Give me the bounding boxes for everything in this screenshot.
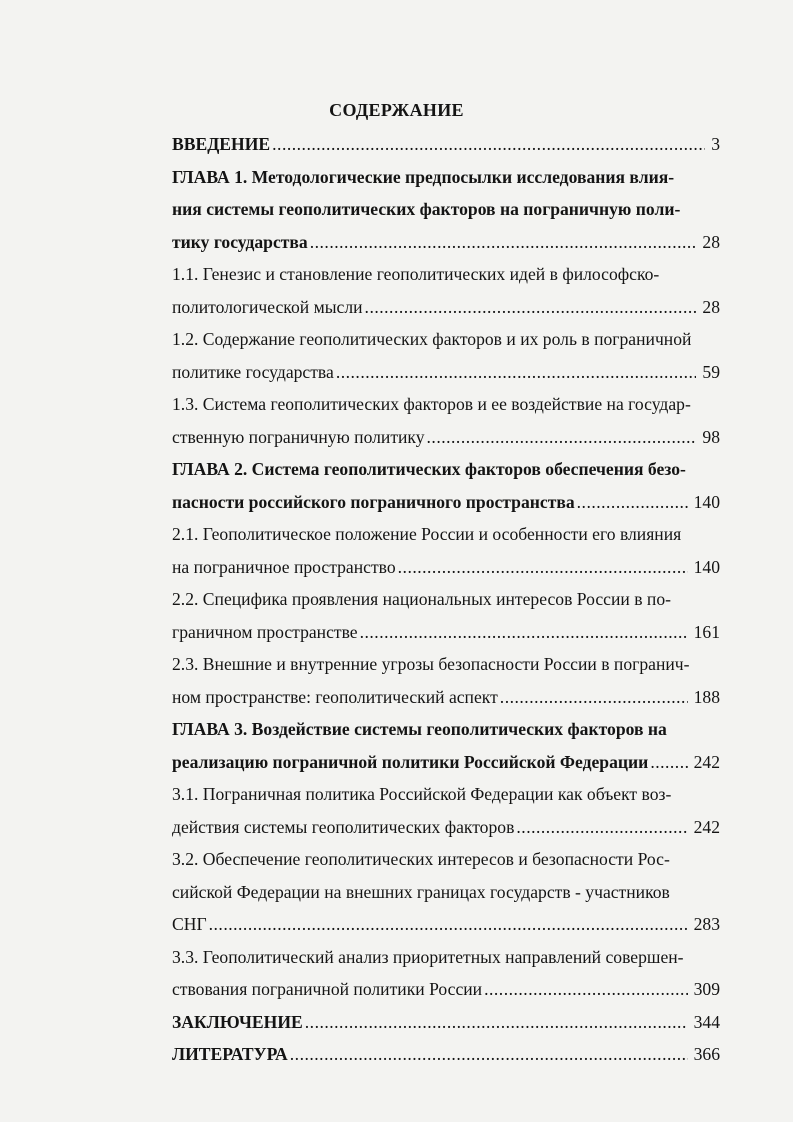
- toc-entry-text: действия системы геополитических факторов: [172, 816, 515, 837]
- toc-entry: [172, 518, 720, 583]
- page-number: 140: [693, 556, 720, 577]
- dot-leader: [360, 616, 688, 649]
- dot-leader: [650, 746, 687, 779]
- toc-entry-last-line: [172, 908, 720, 941]
- dot-leader: [272, 128, 705, 161]
- toc-entry-last-line: [172, 551, 720, 584]
- table-of-contents: [172, 128, 720, 1071]
- page-number: 283: [693, 914, 720, 934]
- page-number: 3: [711, 134, 720, 154]
- dot-leader: [290, 1038, 688, 1071]
- toc-entry-text: ствования пограничной политики России: [172, 979, 483, 999]
- toc-entry-text: на пограничное пространство: [172, 556, 396, 577]
- page-number: 98: [702, 426, 720, 447]
- toc-entry-text: тику государства: [172, 231, 308, 252]
- toc-entry-text: ЛИТЕРАТУРА: [172, 1044, 288, 1064]
- dot-leader: [398, 551, 688, 584]
- dot-leader: [336, 356, 697, 389]
- page-number: 309: [693, 979, 720, 999]
- toc-entry-text: 2.3. Внешние и внутренние угрозы безопасности России в погранич-: [172, 654, 690, 674]
- toc-entry-text: политике государства: [172, 361, 334, 382]
- toc-entry-text: ном пространстве: геополитический аспект: [172, 686, 498, 707]
- toc-entry-text: ВВЕДЕНИЕ: [172, 134, 271, 154]
- dot-leader: [305, 1006, 688, 1039]
- dot-leader: [209, 908, 688, 941]
- toc-entry-line: [172, 941, 720, 974]
- toc-entry-last-line: [172, 486, 720, 519]
- toc-entry-text: ГЛАВА 1. Методологические предпосылки исследования влия-: [172, 166, 675, 187]
- toc-entry: [172, 258, 720, 323]
- toc-entry-text: 3.1. Пограничная политика Российской Федерации как объект воз-: [172, 784, 672, 804]
- toc-entry-last-line: [172, 616, 720, 649]
- toc-entry-text: граничном пространстве: [172, 621, 358, 642]
- toc-entry-text: ГЛАВА 2. Система геополитических факторов обеспечения безо-: [172, 459, 686, 479]
- toc-entry-line: [172, 518, 720, 551]
- dot-leader: [500, 681, 688, 714]
- toc-entry: [172, 453, 720, 518]
- page-number: 28: [702, 296, 720, 317]
- toc-entry-last-line: [172, 128, 720, 161]
- toc-entry-text: 2.1. Геополитическое положение России и особенности его влияния: [172, 524, 682, 544]
- toc-entry-text: 1.3. Система геополитических факторов и ее воздействие на государ-: [172, 394, 691, 414]
- toc-entry: [172, 843, 720, 941]
- toc-entry: [172, 941, 720, 1006]
- toc-entry-text: 1.1. Генезис и становление геополитических идей в философско-: [172, 264, 660, 284]
- toc-entry-line: [172, 876, 720, 909]
- toc-entry-line: [172, 258, 720, 291]
- page-number: 28: [702, 231, 720, 252]
- toc-entry-last-line: [172, 973, 720, 1006]
- page-number: 344: [693, 1011, 720, 1032]
- toc-entry: [172, 1038, 720, 1071]
- toc-entry-text: политологической мысли: [172, 296, 363, 317]
- toc-entry-last-line: [172, 811, 720, 844]
- toc-entry-line: [172, 323, 720, 356]
- page-number: 140: [693, 491, 720, 512]
- toc-entry-text: 2.2. Специфика проявления национальных интересов России в по-: [172, 589, 671, 609]
- toc-entry-text: 3.2. Обеспечение геополитических интересов и безопасности Рос-: [172, 849, 670, 869]
- dot-leader: [310, 226, 697, 259]
- toc-entry: [172, 323, 720, 388]
- toc-entry-text: ЗАКЛЮЧЕНИЕ: [172, 1011, 303, 1032]
- dot-leader: [484, 973, 688, 1006]
- toc-entry: [172, 713, 720, 778]
- toc-entry-last-line: [172, 226, 720, 259]
- toc-entry-line: [172, 583, 720, 616]
- toc-entry-text: реализацию пограничной политики Российской Федерации: [172, 751, 649, 772]
- page-number: 242: [693, 751, 720, 772]
- dot-leader: [516, 811, 687, 844]
- dot-leader: [365, 291, 697, 324]
- toc-entry-last-line: [172, 1038, 720, 1071]
- toc-entry-text: сийской Федерации на внешних границах государств - участников: [172, 881, 670, 902]
- toc-entry: [172, 161, 720, 259]
- toc-entry: [172, 778, 720, 843]
- toc-entry-last-line: [172, 746, 720, 779]
- toc-entry-line: [172, 713, 720, 746]
- toc-entry-line: [172, 161, 720, 194]
- page-title: СОДЕРЖАНИЕ: [329, 100, 464, 120]
- toc-entry-line: [172, 453, 720, 486]
- dot-leader: [427, 421, 697, 454]
- toc-entry: [172, 648, 720, 713]
- toc-entry: [172, 1006, 720, 1039]
- toc-entry-line: [172, 843, 720, 876]
- toc-entry-text: ния системы геополитических факторов на пограничную поли-: [172, 199, 681, 219]
- toc-entry-text: ственную пограничную политику: [172, 426, 425, 447]
- page-number: 242: [693, 816, 720, 837]
- toc-entry-last-line: [172, 356, 720, 389]
- page-number: 188: [693, 686, 720, 707]
- toc-entry-text: 3.3. Геополитический анализ приоритетных направлений совершен-: [172, 946, 684, 967]
- page-number: 366: [693, 1044, 720, 1064]
- toc-entry-line: [172, 648, 720, 681]
- toc-entry: [172, 128, 720, 161]
- toc-entry-text: пасности российского пограничного пространства: [172, 491, 575, 512]
- toc-entry-text: 1.2. Содержание геополитических факторов и их роль в пограничной: [172, 329, 692, 349]
- toc-entry-last-line: [172, 681, 720, 714]
- dot-leader: [577, 486, 688, 519]
- toc-entry-text: СНГ: [172, 914, 207, 934]
- toc-entry-line: [172, 778, 720, 811]
- toc-entry-line: [172, 193, 720, 226]
- toc-entry-last-line: [172, 421, 720, 454]
- toc-entry-line: [172, 388, 720, 421]
- toc-entry-last-line: [172, 291, 720, 324]
- toc-entry: [172, 388, 720, 453]
- toc-entry: [172, 583, 720, 648]
- page-number: 59: [702, 361, 720, 382]
- toc-entry-last-line: [172, 1006, 720, 1039]
- toc-entry-text: ГЛАВА 3. Воздействие системы геополитических факторов на: [172, 719, 667, 739]
- page-number: 161: [693, 621, 720, 642]
